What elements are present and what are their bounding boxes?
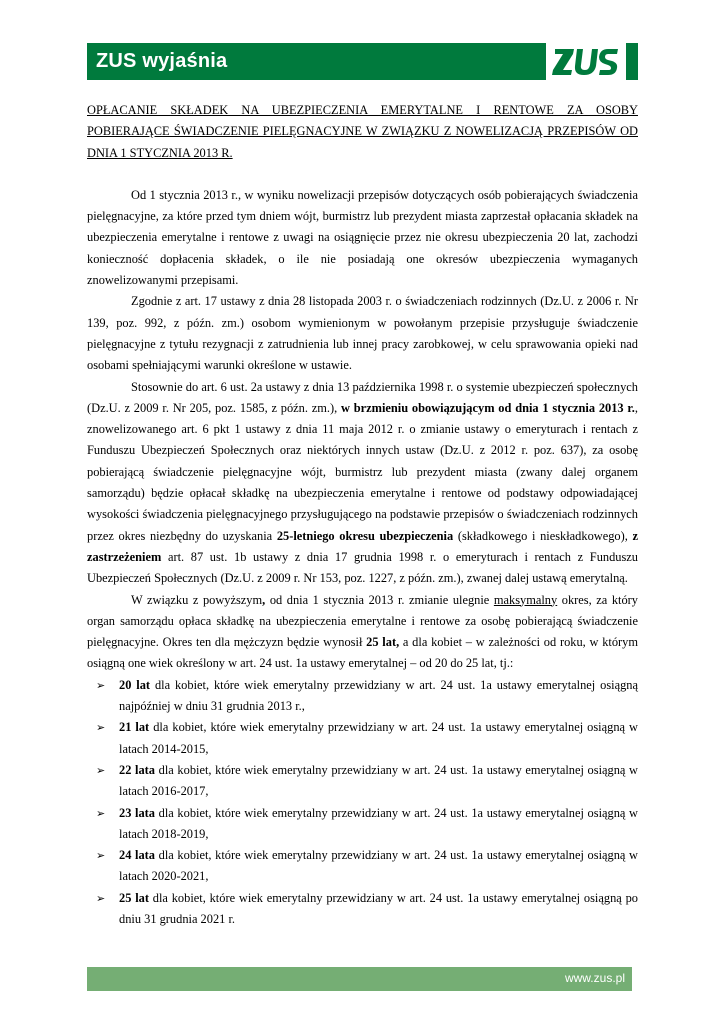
list-item-text: dla kobiet, które wiek emerytalny przewidziany w art. 24 ust. 1a ustawy emerytalnej osiągną po dniu 31 grudnia 2021 r. [119,890,638,926]
arrow-bullet-icon: ➢ [96,763,106,777]
list-item [87,888,638,931]
p3-bold-d: 25-letniego okresu ubezpieczenia [276,528,454,543]
list-item-bold: 24 lata [119,848,155,863]
paragraph-4 [87,590,638,675]
arrow-bullet-icon: ➢ [96,678,106,692]
list-item-text: dla kobiet, które wiek emerytalny przewidziany w art. 24 ust. 1a ustawy emerytalnej osiągną w latach 2020-2021, [119,848,638,884]
arrow-bullet-icon: ➢ [96,849,106,863]
list-item-text: dla kobiet, które wiek emerytalny przewidziany w art. 24 ust. 1a ustawy emerytalnej osiągną w latach 2014-2015, [119,720,638,756]
p3-bold-f: z zastrzeżeniem [87,528,638,564]
list-item-bold: 25 lat [119,890,149,905]
list-item [87,845,638,888]
document-title: OPŁACANIE SKŁADEK NA UBEZPIECZENIA EMERYTALNE I RENTOWE ZA OSOBY POBIERAJĄCE ŚWIADCZENIE PIELĘGNACYJNE W ZWIĄZKU Z NOWELIZACJĄ PRZEPISÓW OD DNIA 1 STYCZNIA 2013 R. [87,103,638,160]
list-item [87,717,638,760]
p4-text-c: od dnia 1 stycznia 2013 r. zmianie ulegnie [265,592,494,607]
zus-logo-icon [552,45,620,78]
p3-text-c: , znowelizowanego art. 6 pkt 1 ustawy z dnia 11 maja 2012 r. o zmianie ustawy o emeryturach i rentach z Funduszu Ubezpieczeń Społecznych oraz niektórych innych ustaw (Dz.U. z 2012 r. poz. 637), za osobę pobierającą świadczenie pielęgnacyjne wójt, burmistrz lub prezydent miasta (zwany dalej organem samorządu) będzie opłacał składkę na ubezpieczenia emerytalne i rentowe od podstawy odpowiadającej wysokości świadczenia pielęgnacyjnego przysługującego na podstawie przepisów o świadczeniach rodzinnych przez okres niezbędny do uzyskania [87,400,638,543]
paragraph-3 [87,377,638,590]
p4-bold-b: , [262,592,266,607]
p3-text-a: Stosownie do art. 6 ust. 2a ustawy z dnia 13 października 1998 r. o systemie ubezpieczeń społecznych (Dz.U. z 2009 r. Nr 205, poz. 1585, z późn. zm.), [87,379,638,415]
list-item-text: dla kobiet, które wiek emerytalny przewidziany w art. 24 ust. 1a ustawy emerytalnej osiągną najpóźniej w dniu 31 grudnia 2013 r., [119,677,638,714]
paragraph-2: Zgodnie z art. 17 ustawy z dnia 28 listopada 2003 r. o świadczeniach rodzinnych (Dz.U. z 2006 r. Nr 139, poz. 992, z późn. zm.) osobom wymienionym w powołanym przepisie przysługuje świadczenie pielęgnacyjne z tytułu rezygnacji z zatrudnienia lub innej pracy zarobkowej, w celu sprawowania opieki nad osobami spełniającymi warunki określone w ustawie. [87,294,638,373]
arrow-bullet-icon: ➢ [96,891,106,905]
p3-bold-b: w brzmieniu obowiązującym od dnia 1 stycznia 2013 r. [341,400,635,415]
list-item-bold: 20 lat [119,677,151,692]
list-item [87,803,638,846]
footer-url-link[interactable]: www.zus.pl [564,971,625,985]
header-title: ZUS wyjaśnia [96,50,228,72]
arrow-bullet-icon: ➢ [96,806,106,820]
list-item-text: dla kobiet, które wiek emerytalny przewidziany w art. 24 ust. 1a ustawy emerytalnej osiągną w latach 2018-2019, [119,805,638,841]
arrow-bullet-icon: ➢ [96,721,106,735]
list-item [87,675,638,718]
p4-bold-f: 25 lat, [366,635,400,650]
p4-text-e: okres, za który organ samorządu opłaca składkę na ubezpieczenia emerytalne i rentowe za osobę pobierającą świadczenie pielęgnacyjne. Okres ten dla mężczyzn będzie wynosił [87,592,638,650]
retirement-period-list [87,675,638,931]
p4-underline-d: maksymalny [493,592,558,607]
header-bar [87,43,638,80]
zus-logo [546,43,626,80]
list-item [87,760,638,803]
p4-text-a: W związku z powyższym [131,592,263,607]
list-item-text: dla kobiet, które wiek emerytalny przewidziany w art. 24 ust. 1a ustawy emerytalnej osiągną w latach 2016-2017, [119,762,638,799]
paragraph-1: Od 1 stycznia 2013 r., w wyniku nowelizacji przepisów dotyczących osób pobierających świadczenia pielęgnacyjne, za które przed tym dniem wójt, burmistrz lub prezydent miasta zaprzestał opłacania składek na ubezpieczenia emerytalne i rentowe z uwagi na osiągnięcie przez nie okresu ubezpieczenia 20 lat, zachodzi konieczność dopłacenia składek, o ile nie posiadają one okresów ubezpieczenia wymaganych znowelizowanymi przepisami. [87,187,638,288]
p4-text-g: a dla kobiet – w zależności od roku, w którym osiągną one wiek określony w art. 24 ust. 1a ustawy emerytalnej – od 20 do 25 lat, tj.: [87,635,638,671]
list-item-bold: 22 lata [119,762,155,777]
p3-text-e: (składkowego i nieskładkowego), [453,528,633,543]
list-item-bold: 23 lata [119,805,155,820]
list-item-bold: 21 lat [119,720,150,735]
footer-bar [87,967,632,991]
p3-text-g: art. 87 ust. 1b ustawy z dnia 17 grudnia 1998 r. o emeryturach i rentach z Funduszu Ubezpieczeń Społecznych (Dz.U. z 2009 r. Nr 153, poz. 1227, z późn. zm.), zwanej dalej ustawą emerytalną. [87,549,638,586]
document-body [87,100,638,930]
